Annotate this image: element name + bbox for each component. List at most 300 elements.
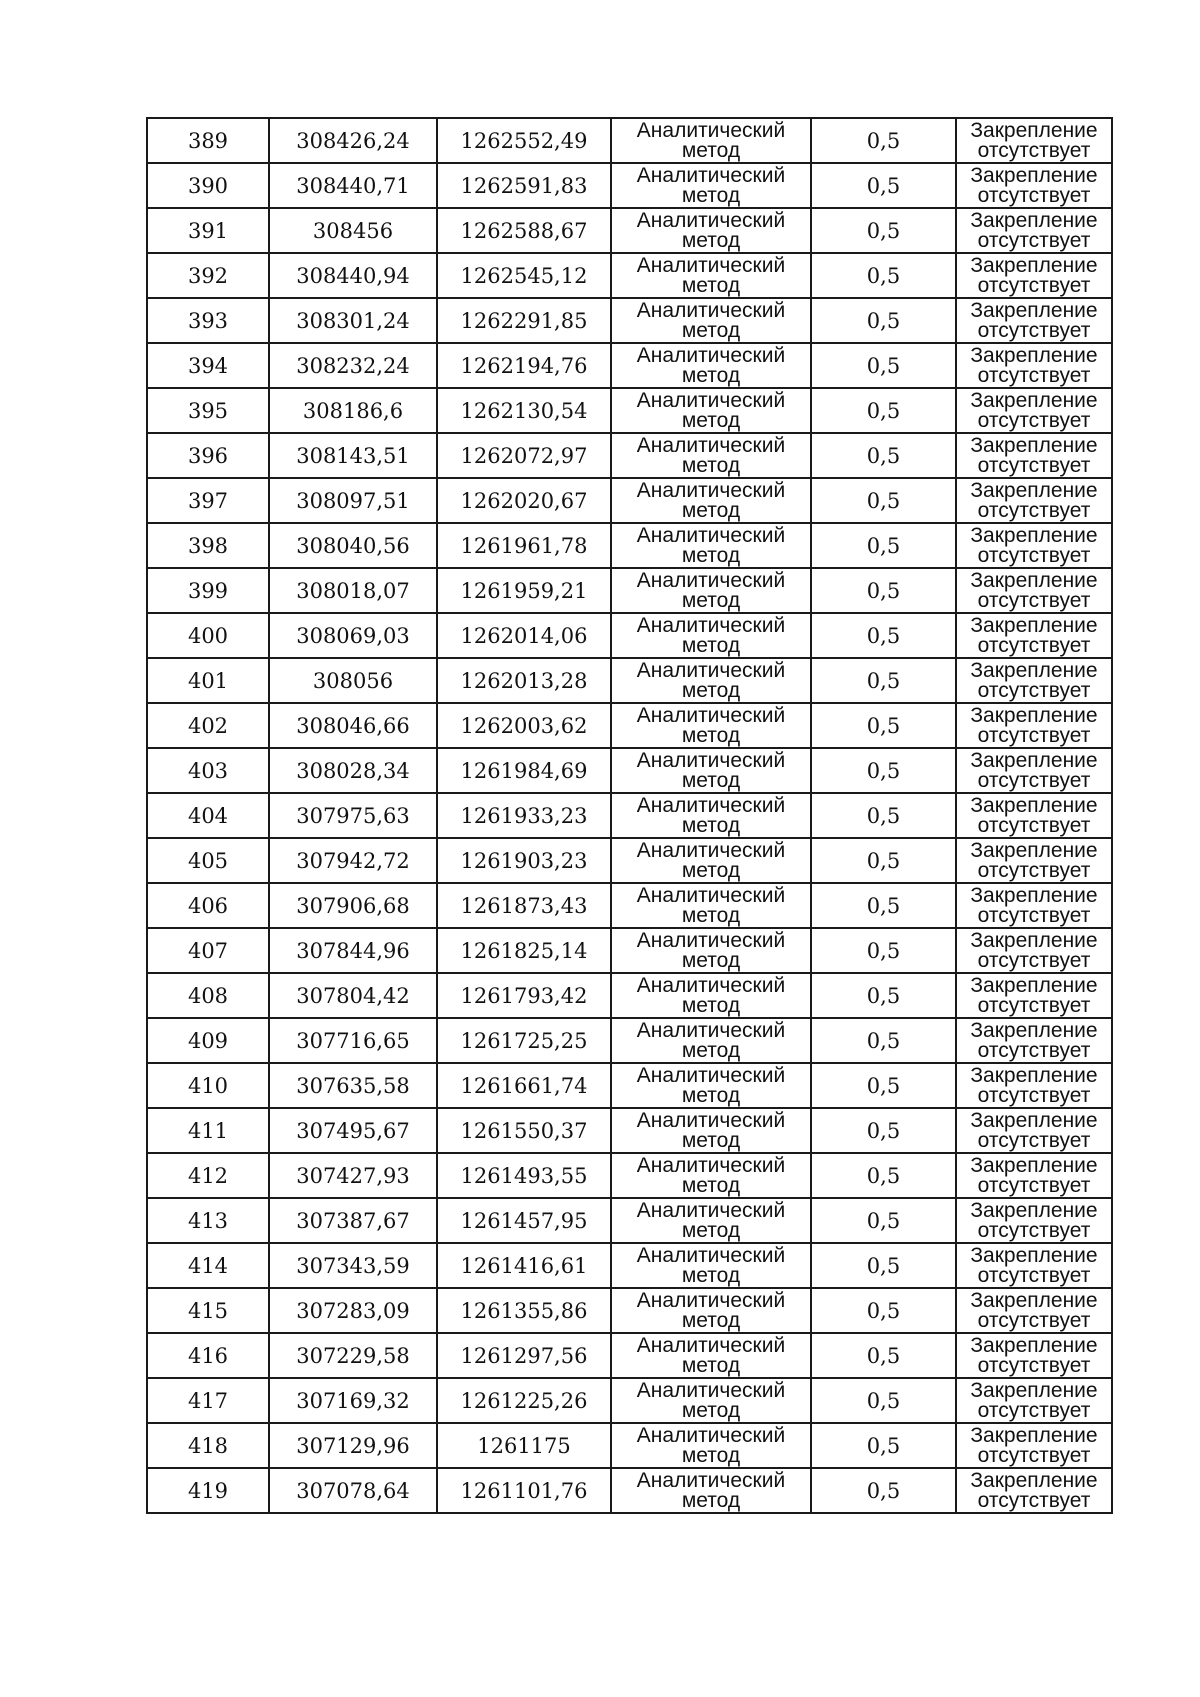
method-cell-line-2: метод — [681, 363, 741, 387]
point-number-cell: 406 — [147, 883, 269, 928]
method-cell-line-2: метод — [681, 633, 741, 657]
x-coordinate-cell: 307283,09 — [269, 1288, 437, 1333]
method-cell-line-1: Аналитический — [636, 433, 786, 457]
method-cell-line-2: метод — [681, 408, 741, 432]
accuracy-cell: 0,5 — [811, 568, 956, 613]
fixing-cell-line-1: Закрепление — [970, 523, 1098, 547]
fixing-cell — [956, 703, 1112, 748]
table-row — [147, 343, 1112, 388]
method-cell-line-2: метод — [681, 1398, 741, 1422]
fixing-cell-line-1: Закрепление — [970, 883, 1098, 907]
method-cell-line-1: Аналитический — [636, 838, 786, 862]
y-coordinate-cell: 1262014,06 — [437, 613, 611, 658]
fixing-cell-line-2: отсутствует — [977, 183, 1091, 207]
fixing-cell-line-2: отсутствует — [977, 948, 1091, 972]
method-cell — [611, 1153, 811, 1198]
fixing-cell — [956, 118, 1112, 163]
method-cell-line-1: Аналитический — [636, 658, 786, 682]
fixing-cell — [956, 253, 1112, 298]
accuracy-cell: 0,5 — [811, 478, 956, 523]
table-body — [147, 118, 1112, 1513]
fixing-cell-line-2: отсутствует — [977, 273, 1091, 297]
method-cell — [611, 1333, 811, 1378]
y-coordinate-cell: 1261933,23 — [437, 793, 611, 838]
y-coordinate-cell: 1261661,74 — [437, 1063, 611, 1108]
table-row — [147, 838, 1112, 883]
fixing-cell-line-2: отсутствует — [977, 858, 1091, 882]
x-coordinate-cell: 307942,72 — [269, 838, 437, 883]
fixing-cell — [956, 1198, 1112, 1243]
x-coordinate-cell: 308028,34 — [269, 748, 437, 793]
fixing-cell-line-1: Закрепление — [970, 568, 1098, 592]
accuracy-cell: 0,5 — [811, 1243, 956, 1288]
accuracy-cell: 0,5 — [811, 343, 956, 388]
y-coordinate-cell: 1262194,76 — [437, 343, 611, 388]
fixing-cell-line-1: Закрепление — [970, 298, 1098, 322]
point-number-cell: 404 — [147, 793, 269, 838]
accuracy-cell: 0,5 — [811, 523, 956, 568]
y-coordinate-cell: 1262552,49 — [437, 118, 611, 163]
accuracy-cell: 0,5 — [811, 793, 956, 838]
table-row — [147, 1468, 1112, 1513]
y-coordinate-cell: 1262020,67 — [437, 478, 611, 523]
x-coordinate-cell: 308440,94 — [269, 253, 437, 298]
x-coordinate-cell: 308040,56 — [269, 523, 437, 568]
fixing-cell-line-2: отсутствует — [977, 1263, 1091, 1287]
fixing-cell-line-1: Закрепление — [970, 658, 1098, 682]
table-row — [147, 793, 1112, 838]
accuracy-cell: 0,5 — [811, 1153, 956, 1198]
x-coordinate-cell: 307975,63 — [269, 793, 437, 838]
point-number-cell: 403 — [147, 748, 269, 793]
method-cell-line-2: метод — [681, 588, 741, 612]
method-cell-line-2: метод — [681, 1173, 741, 1197]
fixing-cell-line-2: отсутствует — [977, 228, 1091, 252]
x-coordinate-cell: 307804,42 — [269, 973, 437, 1018]
fixing-cell-line-1: Закрепление — [970, 478, 1098, 502]
method-cell-line-2: метод — [681, 228, 741, 252]
y-coordinate-cell: 1261961,78 — [437, 523, 611, 568]
point-number-cell: 389 — [147, 118, 269, 163]
point-number-cell: 408 — [147, 973, 269, 1018]
point-number-cell: 405 — [147, 838, 269, 883]
table-row — [147, 1243, 1112, 1288]
method-cell — [611, 523, 811, 568]
method-cell-line-2: метод — [681, 993, 741, 1017]
point-number-cell: 414 — [147, 1243, 269, 1288]
fixing-cell — [956, 1333, 1112, 1378]
accuracy-cell: 0,5 — [811, 433, 956, 478]
fixing-cell-line-1: Закрепление — [970, 433, 1098, 457]
table-row — [147, 1018, 1112, 1063]
fixing-cell — [956, 208, 1112, 253]
fixing-cell-line-2: отсутствует — [977, 723, 1091, 747]
point-number-cell: 416 — [147, 1333, 269, 1378]
fixing-cell-line-1: Закрепление — [970, 118, 1098, 142]
fixing-cell-line-2: отсутствует — [977, 1443, 1091, 1467]
fixing-cell-line-1: Закрепление — [970, 703, 1098, 727]
coordinates-table — [146, 117, 1113, 1514]
method-cell — [611, 568, 811, 613]
fixing-cell — [956, 1108, 1112, 1153]
fixing-cell-line-1: Закрепление — [970, 388, 1098, 412]
method-cell-line-2: метод — [681, 183, 741, 207]
method-cell — [611, 973, 811, 1018]
method-cell — [611, 613, 811, 658]
x-coordinate-cell: 307129,96 — [269, 1423, 437, 1468]
method-cell — [611, 793, 811, 838]
fixing-cell-line-1: Закрепление — [970, 1468, 1098, 1492]
fixing-cell-line-1: Закрепление — [970, 838, 1098, 862]
table-row — [147, 1378, 1112, 1423]
point-number-cell: 400 — [147, 613, 269, 658]
accuracy-cell: 0,5 — [811, 208, 956, 253]
method-cell — [611, 118, 811, 163]
fixing-cell-line-2: отсутствует — [977, 813, 1091, 837]
accuracy-cell: 0,5 — [811, 1108, 956, 1153]
method-cell — [611, 838, 811, 883]
method-cell — [611, 883, 811, 928]
method-cell-line-2: метод — [681, 903, 741, 927]
accuracy-cell: 0,5 — [811, 1063, 956, 1108]
point-number-cell: 407 — [147, 928, 269, 973]
y-coordinate-cell: 1261355,86 — [437, 1288, 611, 1333]
method-cell-line-1: Аналитический — [636, 1018, 786, 1042]
x-coordinate-cell: 308456 — [269, 208, 437, 253]
method-cell-line-1: Аналитический — [636, 748, 786, 772]
method-cell — [611, 1288, 811, 1333]
fixing-cell — [956, 658, 1112, 703]
method-cell — [611, 208, 811, 253]
method-cell-line-1: Аналитический — [636, 1333, 786, 1357]
method-cell-line-1: Аналитический — [636, 928, 786, 952]
method-cell-line-2: метод — [681, 1308, 741, 1332]
fixing-cell-line-2: отсутствует — [977, 408, 1091, 432]
method-cell-line-2: метод — [681, 318, 741, 342]
fixing-cell-line-2: отсутствует — [977, 453, 1091, 477]
accuracy-cell: 0,5 — [811, 613, 956, 658]
point-number-cell: 402 — [147, 703, 269, 748]
method-cell-line-1: Аналитический — [636, 1423, 786, 1447]
fixing-cell-line-2: отсутствует — [977, 543, 1091, 567]
table-row — [147, 1108, 1112, 1153]
point-number-cell: 417 — [147, 1378, 269, 1423]
method-cell-line-2: метод — [681, 948, 741, 972]
accuracy-cell: 0,5 — [811, 1288, 956, 1333]
point-number-cell: 395 — [147, 388, 269, 433]
method-cell-line-2: метод — [681, 1128, 741, 1152]
y-coordinate-cell: 1261493,55 — [437, 1153, 611, 1198]
y-coordinate-cell: 1262003,62 — [437, 703, 611, 748]
y-coordinate-cell: 1261175 — [437, 1423, 611, 1468]
fixing-cell-line-1: Закрепление — [970, 1153, 1098, 1177]
accuracy-cell: 0,5 — [811, 118, 956, 163]
x-coordinate-cell: 307343,59 — [269, 1243, 437, 1288]
fixing-cell — [956, 1378, 1112, 1423]
fixing-cell-line-1: Закрепление — [970, 1288, 1098, 1312]
fixing-cell — [956, 928, 1112, 973]
table-row — [147, 1153, 1112, 1198]
method-cell-line-1: Аналитический — [636, 388, 786, 412]
point-number-cell: 411 — [147, 1108, 269, 1153]
fixing-cell-line-1: Закрепление — [970, 253, 1098, 277]
fixing-cell — [956, 1468, 1112, 1513]
point-number-cell: 410 — [147, 1063, 269, 1108]
y-coordinate-cell: 1261297,56 — [437, 1333, 611, 1378]
table-row — [147, 298, 1112, 343]
method-cell-line-2: метод — [681, 813, 741, 837]
accuracy-cell: 0,5 — [811, 748, 956, 793]
method-cell — [611, 748, 811, 793]
method-cell — [611, 253, 811, 298]
method-cell-line-2: метод — [681, 138, 741, 162]
fixing-cell-line-2: отсутствует — [977, 138, 1091, 162]
y-coordinate-cell: 1262013,28 — [437, 658, 611, 703]
accuracy-cell: 0,5 — [811, 1378, 956, 1423]
accuracy-cell: 0,5 — [811, 838, 956, 883]
x-coordinate-cell: 308143,51 — [269, 433, 437, 478]
fixing-cell-line-2: отсутствует — [977, 1083, 1091, 1107]
y-coordinate-cell: 1261225,26 — [437, 1378, 611, 1423]
method-cell — [611, 703, 811, 748]
x-coordinate-cell: 308301,24 — [269, 298, 437, 343]
method-cell-line-1: Аналитический — [636, 1243, 786, 1267]
table-row — [147, 658, 1112, 703]
table-row — [147, 478, 1112, 523]
method-cell-line-2: метод — [681, 498, 741, 522]
method-cell-line-1: Аналитический — [636, 1468, 786, 1492]
accuracy-cell: 0,5 — [811, 163, 956, 208]
method-cell — [611, 433, 811, 478]
point-number-cell: 397 — [147, 478, 269, 523]
method-cell — [611, 343, 811, 388]
fixing-cell-line-2: отсутствует — [977, 768, 1091, 792]
fixing-cell-line-1: Закрепление — [970, 928, 1098, 952]
fixing-cell — [956, 388, 1112, 433]
y-coordinate-cell: 1262588,67 — [437, 208, 611, 253]
fixing-cell-line-2: отсутствует — [977, 1398, 1091, 1422]
fixing-cell — [956, 433, 1112, 478]
fixing-cell — [956, 523, 1112, 568]
accuracy-cell: 0,5 — [811, 1468, 956, 1513]
table-row — [147, 1333, 1112, 1378]
fixing-cell-line-1: Закрепление — [970, 1108, 1098, 1132]
method-cell-line-1: Аналитический — [636, 613, 786, 637]
fixing-cell-line-1: Закрепление — [970, 1198, 1098, 1222]
fixing-cell-line-1: Закрепление — [970, 1243, 1098, 1267]
x-coordinate-cell: 308069,03 — [269, 613, 437, 658]
method-cell — [611, 1198, 811, 1243]
table-row — [147, 523, 1112, 568]
fixing-cell — [956, 478, 1112, 523]
fixing-cell — [956, 793, 1112, 838]
method-cell — [611, 298, 811, 343]
fixing-cell-line-1: Закрепление — [970, 1018, 1098, 1042]
fixing-cell-line-2: отсутствует — [977, 1128, 1091, 1152]
accuracy-cell: 0,5 — [811, 298, 956, 343]
method-cell-line-1: Аналитический — [636, 163, 786, 187]
y-coordinate-cell: 1261725,25 — [437, 1018, 611, 1063]
method-cell — [611, 658, 811, 703]
fixing-cell — [956, 298, 1112, 343]
accuracy-cell: 0,5 — [811, 1423, 956, 1468]
method-cell-line-2: метод — [681, 273, 741, 297]
x-coordinate-cell: 308186,6 — [269, 388, 437, 433]
table-row — [147, 883, 1112, 928]
fixing-cell-line-2: отсутствует — [977, 1038, 1091, 1062]
method-cell-line-1: Аналитический — [636, 1153, 786, 1177]
table-row — [147, 1198, 1112, 1243]
fixing-cell-line-1: Закрепление — [970, 163, 1098, 187]
fixing-cell-line-2: отсутствует — [977, 1173, 1091, 1197]
fixing-cell-line-2: отсутствует — [977, 1308, 1091, 1332]
accuracy-cell: 0,5 — [811, 928, 956, 973]
table-row — [147, 928, 1112, 973]
method-cell-line-1: Аналитический — [636, 703, 786, 727]
fixing-cell — [956, 1423, 1112, 1468]
x-coordinate-cell: 307495,67 — [269, 1108, 437, 1153]
table-row — [147, 253, 1112, 298]
fixing-cell — [956, 1288, 1112, 1333]
fixing-cell-line-2: отсутствует — [977, 678, 1091, 702]
table-row — [147, 1288, 1112, 1333]
fixing-cell-line-2: отсутствует — [977, 993, 1091, 1017]
y-coordinate-cell: 1262072,97 — [437, 433, 611, 478]
fixing-cell-line-2: отсутствует — [977, 1353, 1091, 1377]
y-coordinate-cell: 1262545,12 — [437, 253, 611, 298]
fixing-cell — [956, 1018, 1112, 1063]
y-coordinate-cell: 1261416,61 — [437, 1243, 611, 1288]
accuracy-cell: 0,5 — [811, 658, 956, 703]
method-cell-line-1: Аналитический — [636, 973, 786, 997]
method-cell-line-2: метод — [681, 1038, 741, 1062]
method-cell-line-2: метод — [681, 543, 741, 567]
method-cell-line-1: Аналитический — [636, 568, 786, 592]
fixing-cell — [956, 1153, 1112, 1198]
method-cell — [611, 1063, 811, 1108]
accuracy-cell: 0,5 — [811, 703, 956, 748]
accuracy-cell: 0,5 — [811, 1333, 956, 1378]
x-coordinate-cell: 308056 — [269, 658, 437, 703]
accuracy-cell: 0,5 — [811, 253, 956, 298]
y-coordinate-cell: 1262591,83 — [437, 163, 611, 208]
method-cell — [611, 478, 811, 523]
y-coordinate-cell: 1261101,76 — [437, 1468, 611, 1513]
method-cell-line-1: Аналитический — [636, 118, 786, 142]
method-cell — [611, 1243, 811, 1288]
fixing-cell — [956, 1063, 1112, 1108]
x-coordinate-cell: 308018,07 — [269, 568, 437, 613]
y-coordinate-cell: 1261457,95 — [437, 1198, 611, 1243]
fixing-cell-line-2: отсутствует — [977, 498, 1091, 522]
fixing-cell-line-2: отсутствует — [977, 633, 1091, 657]
x-coordinate-cell: 308232,24 — [269, 343, 437, 388]
y-coordinate-cell: 1261793,42 — [437, 973, 611, 1018]
y-coordinate-cell: 1261873,43 — [437, 883, 611, 928]
x-coordinate-cell: 307229,58 — [269, 1333, 437, 1378]
method-cell — [611, 1018, 811, 1063]
x-coordinate-cell: 307635,58 — [269, 1063, 437, 1108]
y-coordinate-cell: 1261903,23 — [437, 838, 611, 883]
fixing-cell — [956, 973, 1112, 1018]
table-row — [147, 703, 1112, 748]
method-cell-line-1: Аналитический — [636, 523, 786, 547]
point-number-cell: 413 — [147, 1198, 269, 1243]
fixing-cell — [956, 613, 1112, 658]
method-cell-line-1: Аналитический — [636, 1378, 786, 1402]
x-coordinate-cell: 307427,93 — [269, 1153, 437, 1198]
fixing-cell-line-2: отсутствует — [977, 363, 1091, 387]
accuracy-cell: 0,5 — [811, 883, 956, 928]
table-row — [147, 1063, 1112, 1108]
table-row — [147, 163, 1112, 208]
method-cell — [611, 928, 811, 973]
table-row — [147, 568, 1112, 613]
accuracy-cell: 0,5 — [811, 973, 956, 1018]
point-number-cell: 401 — [147, 658, 269, 703]
fixing-cell-line-2: отсутствует — [977, 588, 1091, 612]
fixing-cell-line-1: Закрепление — [970, 613, 1098, 637]
method-cell-line-1: Аналитический — [636, 208, 786, 232]
table-row — [147, 973, 1112, 1018]
method-cell-line-1: Аналитический — [636, 478, 786, 502]
x-coordinate-cell: 307844,96 — [269, 928, 437, 973]
fixing-cell-line-1: Закрепление — [970, 1063, 1098, 1087]
y-coordinate-cell: 1262291,85 — [437, 298, 611, 343]
x-coordinate-cell: 307078,64 — [269, 1468, 437, 1513]
x-coordinate-cell: 307716,65 — [269, 1018, 437, 1063]
method-cell-line-2: метод — [681, 453, 741, 477]
fixing-cell — [956, 163, 1112, 208]
table-row — [147, 613, 1112, 658]
method-cell-line-1: Аналитический — [636, 793, 786, 817]
table-row — [147, 388, 1112, 433]
fixing-cell-line-2: отсутствует — [977, 1488, 1091, 1512]
method-cell-line-2: метод — [681, 858, 741, 882]
method-cell — [611, 1378, 811, 1423]
point-number-cell: 391 — [147, 208, 269, 253]
method-cell — [611, 1468, 811, 1513]
method-cell-line-2: метод — [681, 1263, 741, 1287]
table-row — [147, 1423, 1112, 1468]
x-coordinate-cell: 308046,66 — [269, 703, 437, 748]
accuracy-cell: 0,5 — [811, 1018, 956, 1063]
x-coordinate-cell: 307169,32 — [269, 1378, 437, 1423]
point-number-cell: 415 — [147, 1288, 269, 1333]
y-coordinate-cell: 1261959,21 — [437, 568, 611, 613]
y-coordinate-cell: 1261984,69 — [437, 748, 611, 793]
fixing-cell-line-1: Закрепление — [970, 973, 1098, 997]
method-cell-line-1: Аналитический — [636, 883, 786, 907]
method-cell-line-1: Аналитический — [636, 1108, 786, 1132]
accuracy-cell: 0,5 — [811, 388, 956, 433]
method-cell — [611, 163, 811, 208]
table-row — [147, 748, 1112, 793]
method-cell — [611, 388, 811, 433]
table-row — [147, 433, 1112, 478]
method-cell-line-2: метод — [681, 1443, 741, 1467]
y-coordinate-cell: 1261825,14 — [437, 928, 611, 973]
fixing-cell-line-1: Закрепление — [970, 1333, 1098, 1357]
method-cell-line-1: Аналитический — [636, 1198, 786, 1222]
method-cell-line-2: метод — [681, 723, 741, 747]
table-row — [147, 118, 1112, 163]
fixing-cell-line-1: Закрепление — [970, 208, 1098, 232]
fixing-cell — [956, 343, 1112, 388]
fixing-cell-line-1: Закрепление — [970, 343, 1098, 367]
accuracy-cell: 0,5 — [811, 1198, 956, 1243]
x-coordinate-cell: 308097,51 — [269, 478, 437, 523]
